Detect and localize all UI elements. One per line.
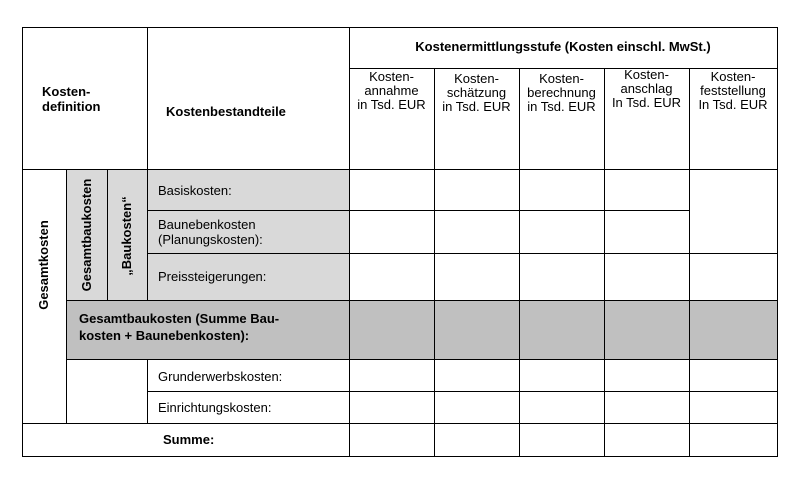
hline: [22, 169, 777, 170]
column-header-line: in Tsd. EUR: [527, 99, 596, 114]
column-header-berechnung: [519, 72, 604, 114]
vline: [689, 68, 690, 457]
cost-definition-line1: Kosten-: [42, 84, 91, 99]
hline: [147, 253, 777, 254]
vline: [604, 68, 605, 457]
column-header-schaetzung: [434, 72, 519, 114]
stage-title: Kostenermittlungsstufe (Kosten einschl. MwSt.): [415, 39, 711, 54]
hline: [22, 423, 777, 424]
row-einrichtungskosten: Einrichtungskosten:: [158, 400, 272, 415]
row-basiskosten: Basiskosten:: [158, 183, 232, 198]
gesamtkosten-label: Gesamtkosten: [36, 220, 51, 310]
column-header-line: schätzung: [446, 85, 507, 100]
column-header-line: feststellung: [700, 83, 766, 98]
baukosten-label: „Baukosten“: [119, 196, 134, 276]
column-header-line: Kosten-: [454, 71, 499, 86]
column-header-line: Kosten-: [710, 69, 756, 84]
vline: [434, 68, 435, 457]
hline: [147, 391, 777, 392]
hline: [66, 359, 777, 360]
row-preissteigerungen: Preissteigerungen:: [158, 269, 267, 284]
column-header-line: in Tsd. EUR: [442, 99, 511, 114]
row-baunebenkosten-line2: (Planungskosten):: [158, 232, 263, 247]
column-header-line: in Tsd. EUR: [357, 97, 426, 112]
gesamtbaukosten-label: Gesamtbaukosten: [79, 178, 94, 292]
cost-definition-line2: definition: [42, 99, 101, 114]
vline: [147, 359, 148, 423]
column-header-line: In Tsd. EUR: [698, 97, 768, 112]
column-header-line: anschlag: [620, 81, 673, 96]
column-header-line: berechnung: [527, 85, 596, 100]
row-grunderwerbskosten: Grunderwerbskosten:: [158, 369, 283, 384]
column-header-line: Kosten-: [369, 69, 414, 84]
vline: [147, 27, 148, 301]
hline: [147, 210, 689, 211]
column-header-line: annahme: [364, 83, 419, 98]
vline: [519, 68, 520, 457]
vline: [107, 169, 108, 300]
hline: [66, 300, 777, 301]
column-header-line: In Tsd. EUR: [611, 95, 682, 110]
components-header: Kostenbestandteile: [166, 104, 286, 119]
row-baunebenkosten-line1: Baunebenkosten: [158, 217, 256, 232]
row-summe: Summe:: [163, 432, 215, 447]
column-header-feststellung: [689, 70, 777, 112]
column-header-line: Kosten-: [624, 67, 669, 82]
row-gesamtbaukosten-line2: kosten + Baunebenkosten):: [79, 328, 250, 343]
column-header-anschlag: [604, 68, 689, 110]
column-header-annahme: [349, 70, 434, 112]
column-header-line: Kosten-: [539, 71, 584, 86]
row-gesamtbaukosten-line1: Gesamtbaukosten (Summe Bau-: [79, 311, 280, 326]
vline: [66, 169, 67, 423]
